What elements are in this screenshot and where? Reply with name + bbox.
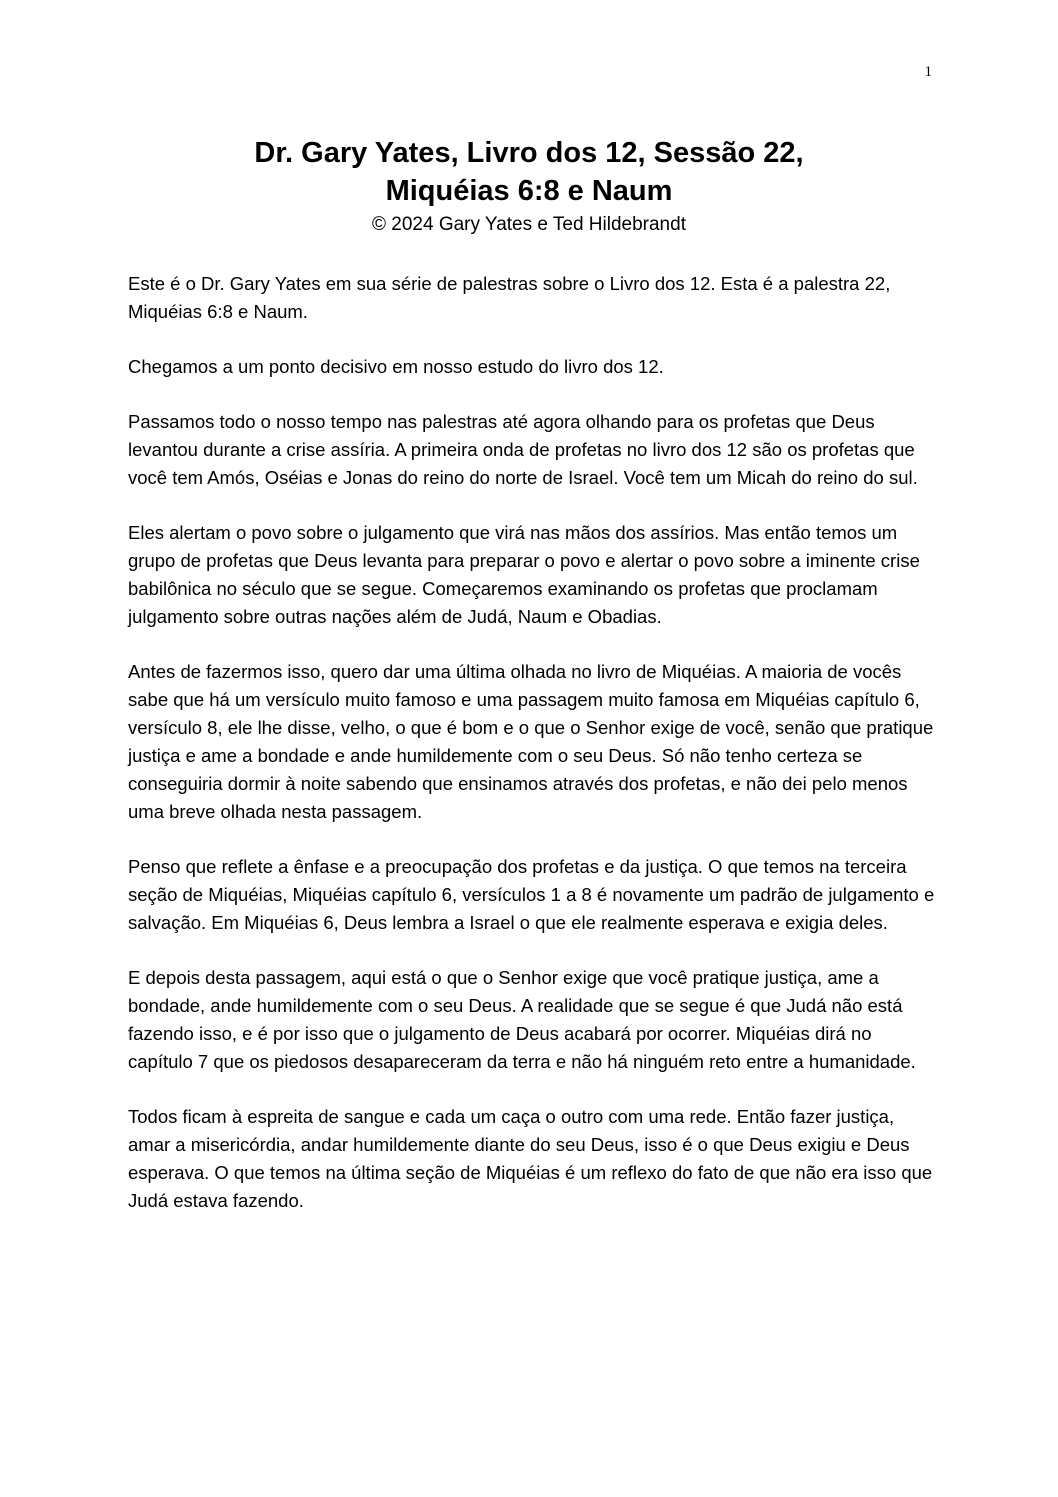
copyright-notice: © 2024 Gary Yates e Ted Hildebrandt: [372, 214, 686, 235]
paragraph-8: Todos ficam à espreita de sangue e cada um caça o outro com uma rede. Então fazer justiça, amar a misericórdia, andar humildemente diante do seu Deus, isso é o que Deus exigiu e Deus esperava. O que temos na última seção de Miquéias é um reflexo do fato de que não era isso que Judá estava fazendo.: [128, 1106, 933, 1211]
document-header: [0, 134, 1058, 238]
paragraph-5: Antes de fazermos isso, quero dar uma última olhada no livro de Miquéias. A maioria de vocês sabe que há um versículo muito famoso e uma passagem muito famosa em Miquéias capítulo 6, versículo 8, ele lhe disse, velho, o que é bom e o que o Senhor exige de você, senão que pratique justiça e ame a bondade e ande humildemente com o seu Deus. Só não tenho certeza se conseguiria dormir à noite sabendo que ensinamos através dos profetas, e não dei pelo menos uma breve olhada nesta passagem.: [128, 661, 934, 822]
document-title-line-2: Miquéias 6:8 e Naum: [385, 175, 673, 207]
paragraph-6: Penso que reflete a ênfase e a preocupação dos profetas e da justiça. O que temos na terceira seção de Miquéias, Miquéias capítulo 6, versículos 1 a 8 é novamente um padrão de julgamento e salvação. Em Miquéias 6, Deus lembra a Israel o que ele realmente esperava e exigia deles.: [128, 856, 935, 933]
paragraph-7: E depois desta passagem, aqui está o que o Senhor exige que você pratique justiça, ame a bondade, ande humildemente com o seu Deus. A realidade que se segue é que Judá não está fazendo isso, e é por isso que o julgamento de Deus acabará por ocorrer. Miquéias dirá no capítulo 7 que os piedosos desapareceram da terra e não há ninguém reto entre a humanidade.: [128, 967, 916, 1072]
page-number: 1: [924, 64, 932, 80]
document-body: [128, 270, 938, 1242]
paragraph-2: Chegamos a um ponto decisivo em nosso estudo do livro dos 12.: [128, 356, 664, 377]
document-title-line-1: Dr. Gary Yates, Livro dos 12, Sessão 22,: [254, 137, 804, 169]
paragraph-3: Passamos todo o nosso tempo nas palestras até agora olhando para os profetas que Deus levantou durante a crise assíria. A primeira onda de profetas no livro dos 12 são os profetas que você tem Amós, Oséias e Jonas do reino do norte de Israel. Você tem um Micah do reino do sul.: [128, 411, 918, 488]
paragraph-1: Este é o Dr. Gary Yates em sua série de palestras sobre o Livro dos 12. Esta é a palestra 22, Miquéias 6:8 e Naum.: [128, 273, 891, 322]
paragraph-4: Eles alertam o povo sobre o julgamento que virá nas mãos dos assírios. Mas então temos um grupo de profetas que Deus levanta para preparar o povo e alertar o povo sobre a iminente crise babilônica no século que se segue. Começaremos examinando os profetas que proclamam julgamento sobre outras nações além de Judá, Naum e Obadias.: [128, 522, 920, 627]
